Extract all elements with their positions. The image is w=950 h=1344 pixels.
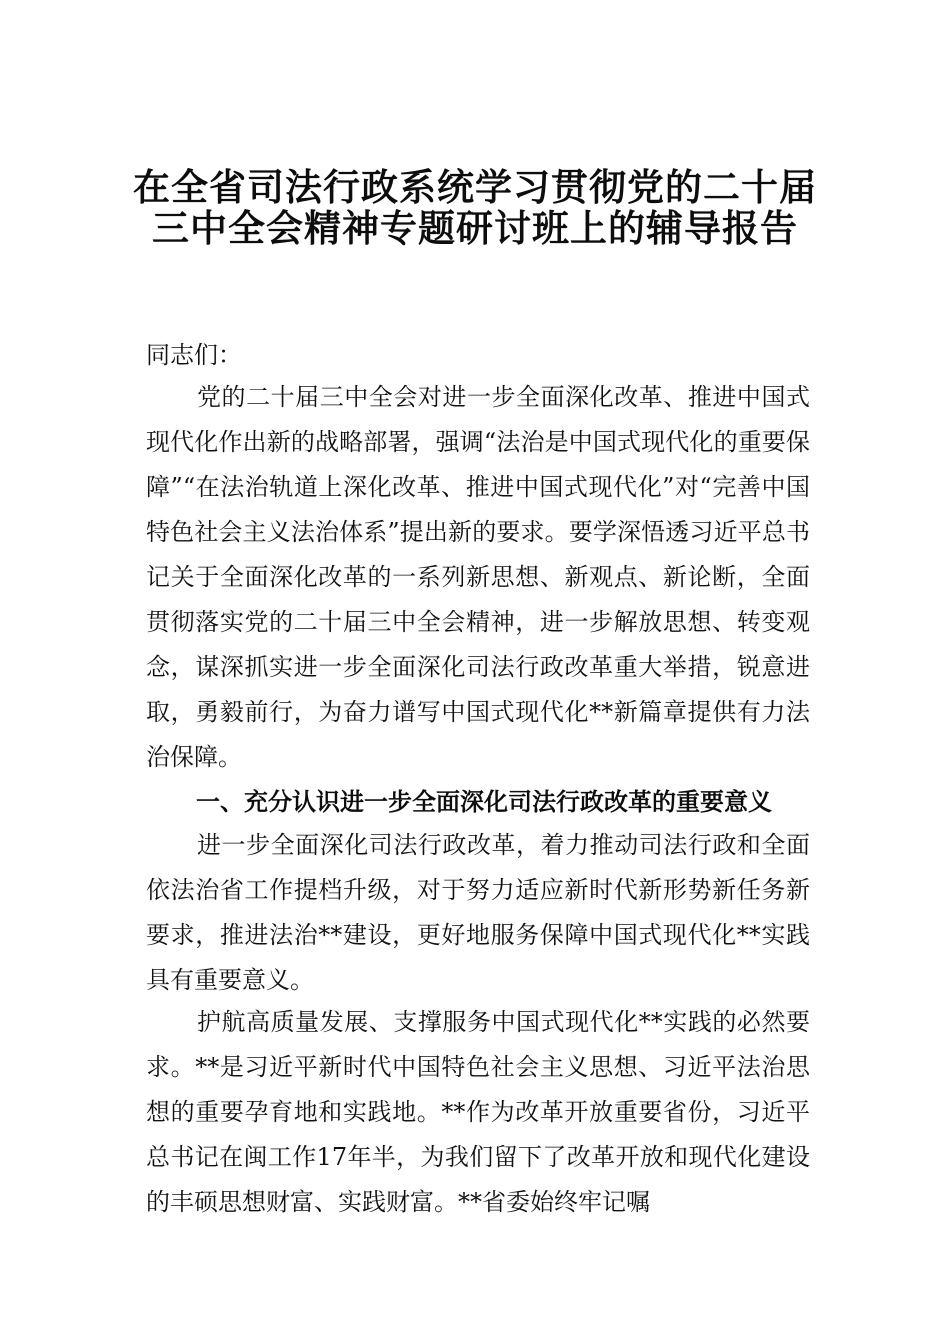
paragraph-intro: 党的二十届三中全会对进一步全面深化改革、推进中国式现代化作出新的战略部署，强调“法治是中国式现代化的重要保障”“在法治轨道上深化改革、推进中国式现代化”对“完善中国特色社会主义法治体系”提出新的要求。要学深悟透习近平总书记关于全面深化改革的一系列新思想、新观点、新论断，全面贯彻落实党的二十届三中全会精神，进一步解放思想、转变观念，谋深抓实进一步全面深化司法行政改革重大举措，锐意进取，勇毅前行，为奋力谱写中国式现代化**新篇章提供有力法治保障。: [146, 383, 810, 771]
section-heading-1: 一、充分认识进一步全面深化司法行政改革的重要意义: [196, 788, 772, 816]
document-title-line-1: 在全省司法行政系统学习贯彻党的二十届: [133, 165, 817, 209]
paragraph-section-1-intro: 进一步全面深化司法行政改革，着力推动司法行政和全面依法治省工作提档升级，对于努力适应新时代新形势新任务新要求，推进法治**建设，更好地服务保障中国式现代化**实践具有重要意义。: [146, 831, 810, 994]
salutation: 同志们：: [146, 341, 242, 369]
document-title-line-2: 三中全会精神专题研讨班上的辅导报告: [152, 206, 798, 250]
paragraph-section-1-point-1: 护航高质量发展、支撑服务中国式现代化**实践的必然要求。**是习近平新时代中国特色社会主义思想、习近平法治思想的重要孕育地和实践地。**作为改革开放重要省份，习近平总书记在闽工作17年半，为我们留下了改革开放和现代化建设的丰硕思想财富、实践财富。**省委始终牢记嘱: [146, 1008, 810, 1216]
